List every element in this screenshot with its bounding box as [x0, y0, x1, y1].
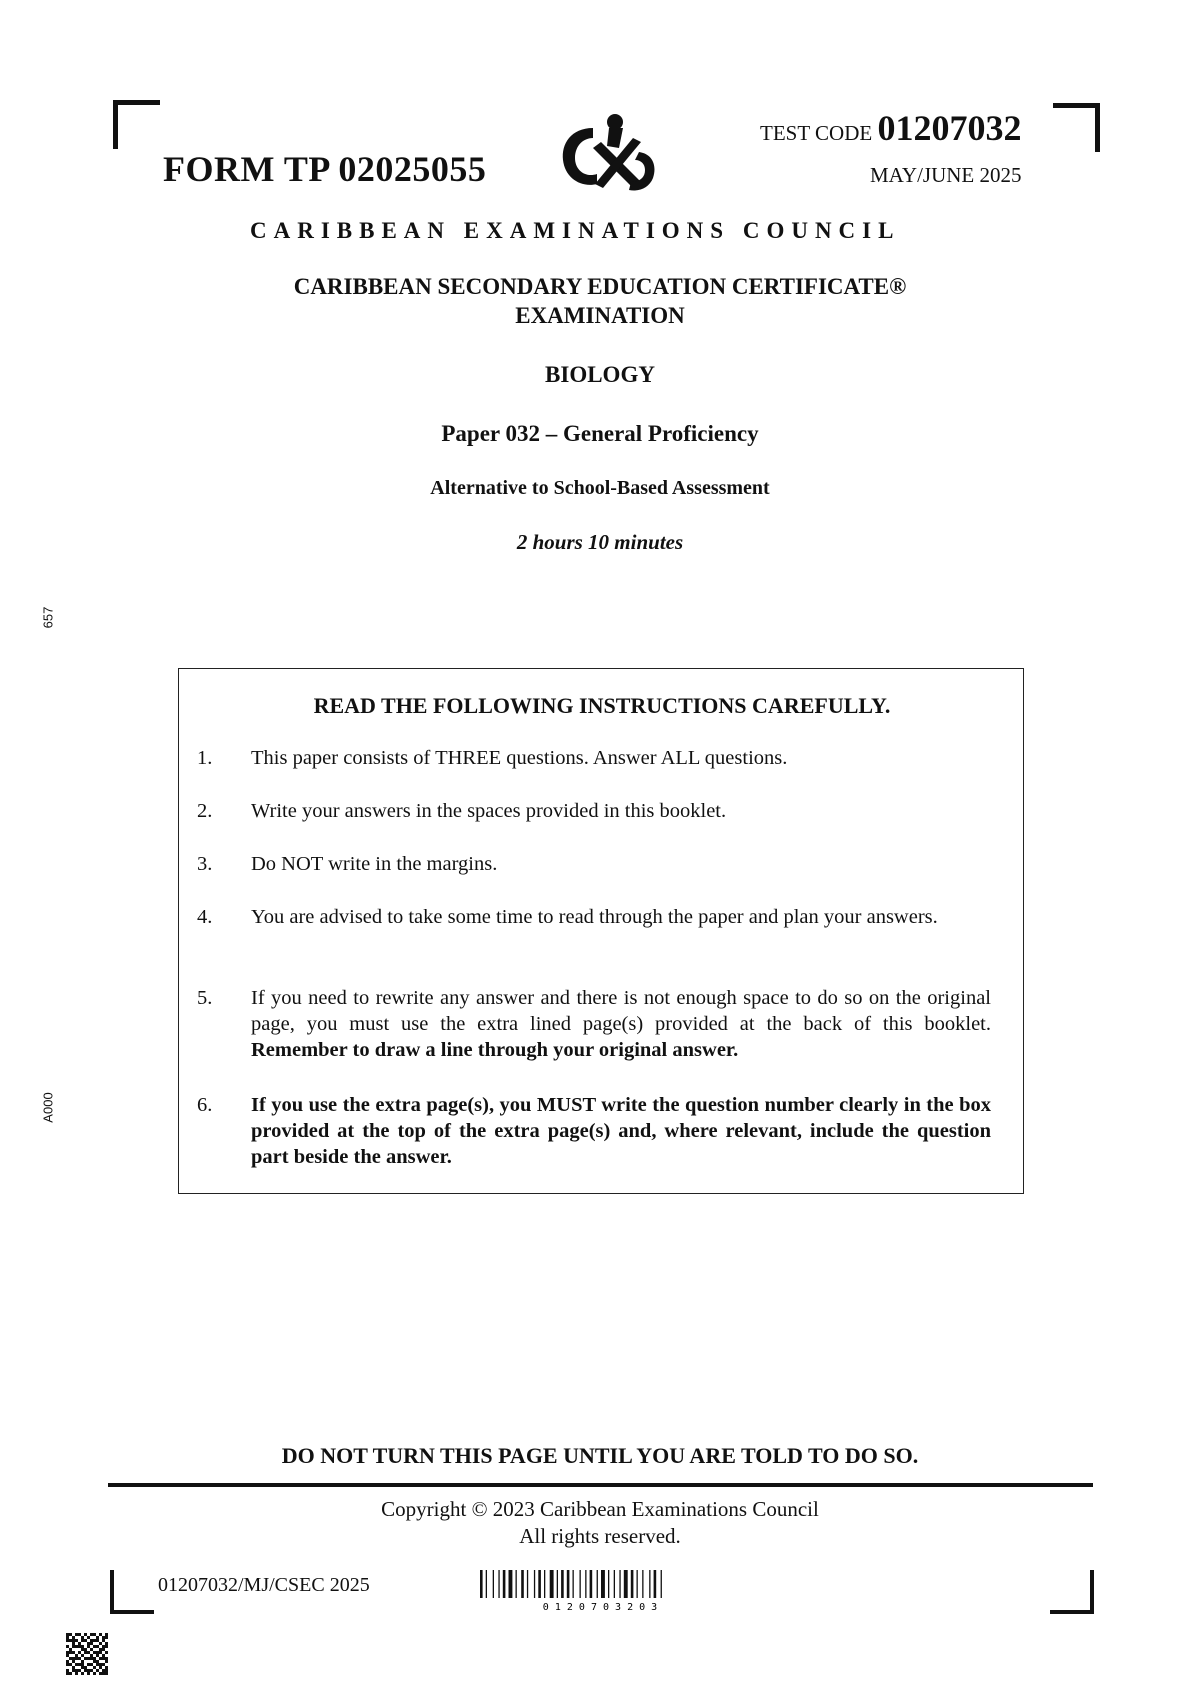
booklet-code: 01207032/MJ/CSEC 2025	[158, 1574, 370, 1596]
instructions-box	[178, 668, 1024, 1194]
crop-mark-bottom-right	[1050, 1570, 1094, 1614]
crop-mark-bottom-left	[110, 1570, 154, 1614]
rights-notice: All rights reserved.	[519, 1524, 681, 1548]
test-code	[760, 107, 1021, 149]
instruction-number: 5.	[197, 987, 213, 1009]
barcode-icon	[480, 1570, 720, 1612]
paper-title: Paper 032 – General Proficiency	[441, 421, 759, 446]
instruction-text-regular: Do NOT write in the margins.	[251, 853, 498, 875]
instruction-number: 6.	[197, 1094, 213, 1116]
margin-code: A000	[40, 1092, 56, 1123]
instruction-number: 4.	[197, 906, 213, 928]
subject-title: BIOLOGY	[545, 362, 655, 387]
certificate-title: CARIBBEAN SECONDARY EDUCATION CERTIFICATE®	[293, 274, 907, 299]
instruction-text-regular: You are advised to take some time to read through the paper and plan your answers.	[251, 906, 938, 928]
instruction-text-regular: If you need to rewrite any answer and there is not enough space to do so on the original page, you must use the extra lined page(s) provided at the back of this booklet.	[251, 987, 991, 1035]
instruction-text	[251, 904, 991, 930]
instruction-text	[251, 985, 991, 1063]
instruction-number: 2.	[197, 800, 213, 822]
instruction-text	[251, 798, 991, 824]
crop-mark-top-right	[1053, 103, 1100, 152]
certificate-title-line2: EXAMINATION	[515, 303, 685, 328]
council-name: CARIBBEAN EXAMINATIONS COUNCIL	[250, 218, 901, 243]
barcode-digits: 0 1 2 0 7 0 3 2 0 3	[542, 1602, 658, 1612]
instruction-text-regular: This paper consists of THREE questions. Answer ALL questions.	[251, 747, 788, 769]
test-code-number: 01207032	[877, 108, 1022, 148]
instruction-number: 3.	[197, 853, 213, 875]
instruction-text	[251, 745, 991, 771]
instruction-text-bold: If you use the extra page(s), you MUST write the question number clearly in the box provided at the top of the extra page(s) and, where relevant, include the question part beside the answer.	[251, 1094, 991, 1168]
instruction-text-regular: Write your answers in the spaces provided in this booklet.	[251, 800, 727, 822]
form-code: FORM TP 02025055	[163, 149, 487, 189]
margin-code: 657	[40, 606, 56, 629]
exam-session: MAY/JUNE 2025	[870, 163, 1022, 187]
cxc-logo-icon	[553, 108, 663, 198]
copyright-notice: Copyright © 2023 Caribbean Examinations Council	[381, 1497, 819, 1521]
instruction-text	[251, 1092, 991, 1170]
paper-subtitle: Alternative to School-Based Assessment	[430, 477, 770, 499]
instruction-text-bold: Remember to draw a line through your original answer.	[251, 1039, 739, 1061]
do-not-turn-warning: DO NOT TURN THIS PAGE UNTIL YOU ARE TOLD TO DO SO.	[281, 1443, 919, 1468]
footer-divider	[108, 1483, 1093, 1487]
exam-duration: 2 hours 10 minutes	[516, 530, 684, 554]
instruction-text	[251, 851, 991, 877]
instructions-heading: READ THE FOLLOWING INSTRUCTIONS CAREFULLY.	[313, 693, 891, 718]
instruction-number: 1.	[197, 747, 213, 769]
test-code-label: TEST CODE	[760, 121, 873, 145]
crop-mark-top-left	[113, 100, 160, 149]
qr-code-icon	[66, 1633, 108, 1675]
